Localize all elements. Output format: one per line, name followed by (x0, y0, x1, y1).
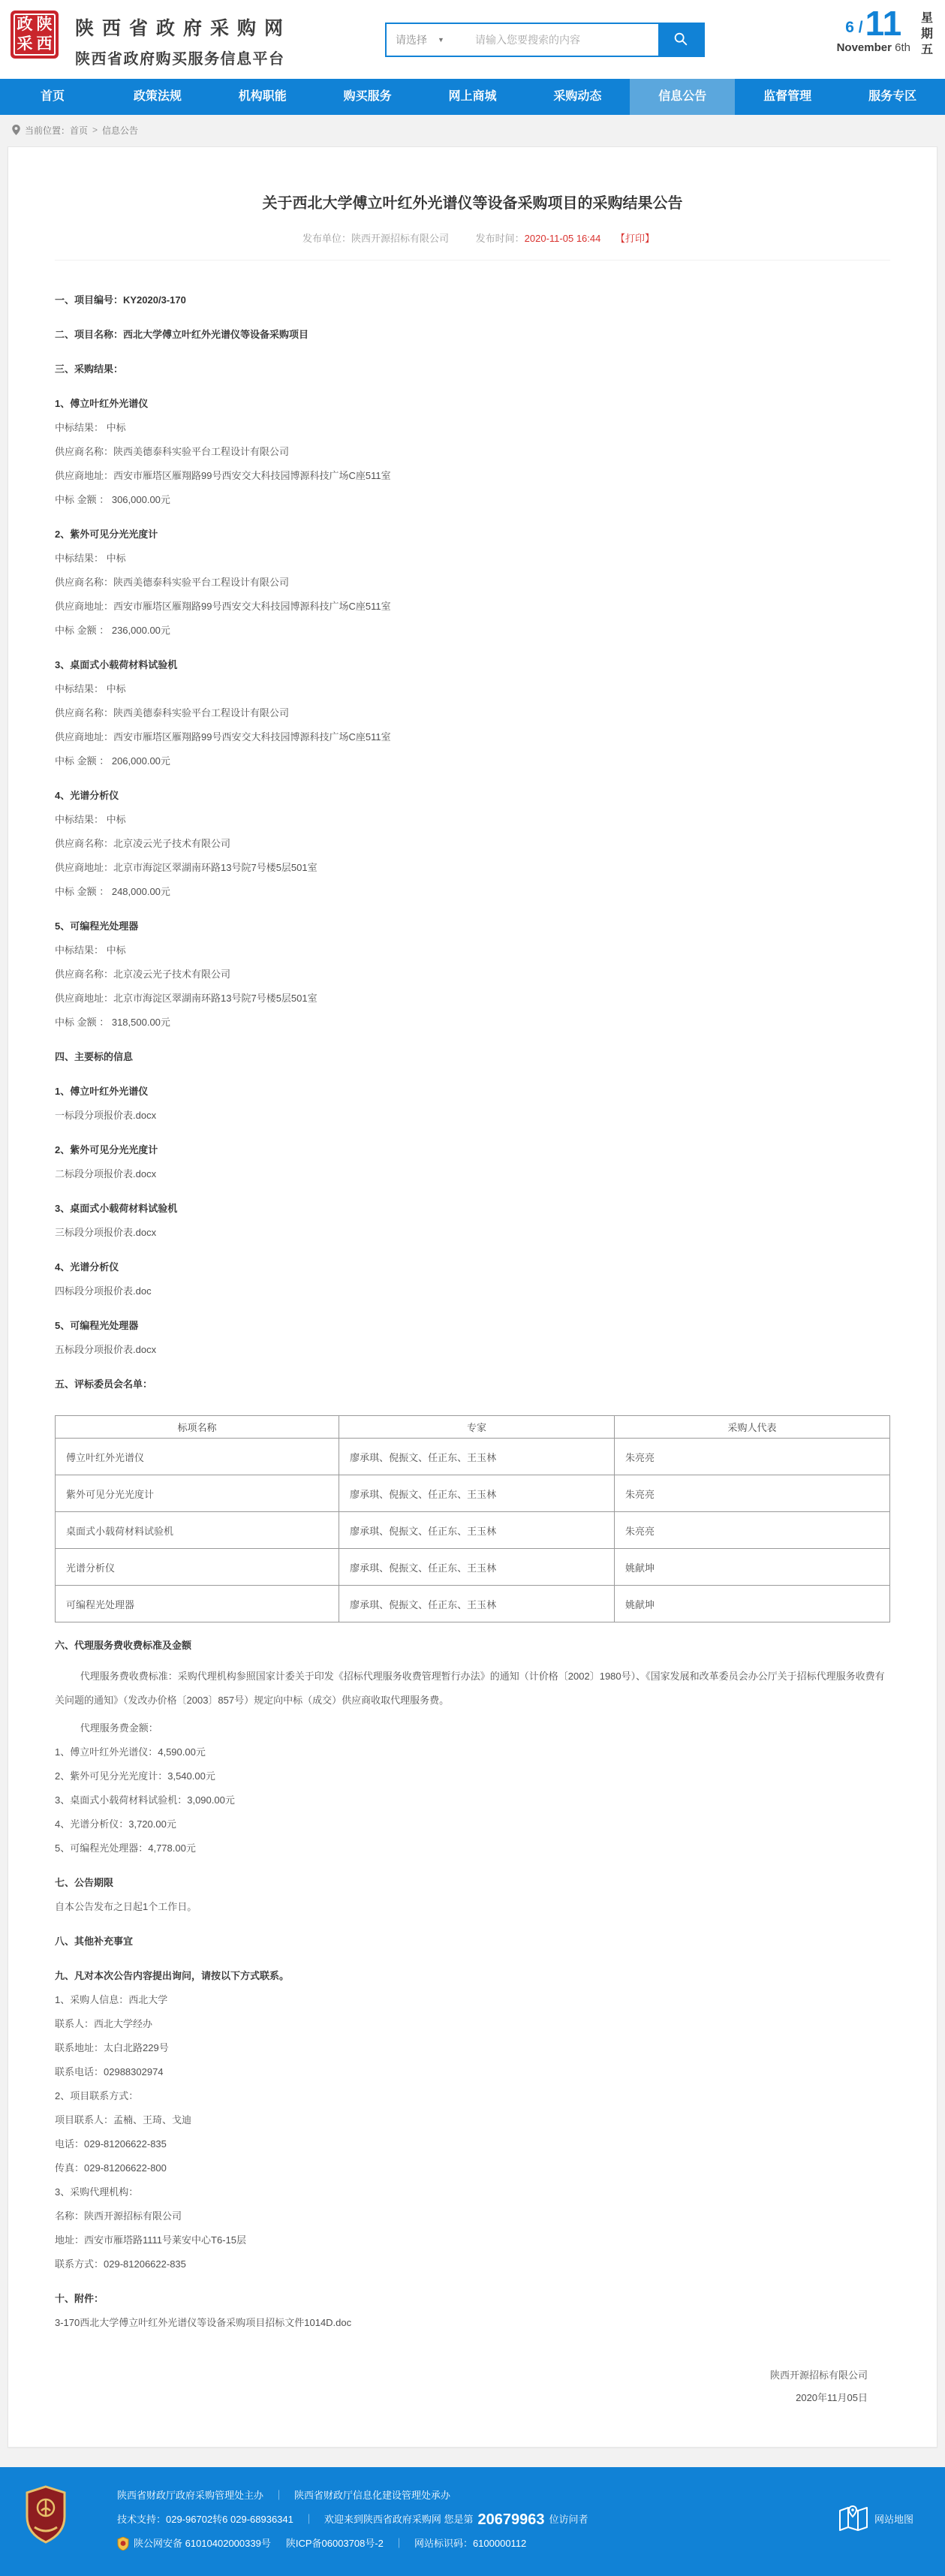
bid-doc-file-link[interactable]: 二标段分项报价表.docx (55, 1168, 157, 1180)
award-amount: 中标 金额 ： 248,000.00元 (55, 886, 170, 897)
nav-item-online-mall[interactable]: 网上商城 (448, 90, 497, 103)
supplier-address: 供应商地址：西安市雁塔区雁翔路99号西安交大科技园博源科技广场C座511室 (55, 731, 391, 743)
section-project-number: 一、项目编号：KY2020/3-170 (55, 294, 186, 306)
sitemap-link[interactable] (838, 2505, 913, 2532)
bid-doc-title: 4、光谱分析仪 (55, 1261, 119, 1273)
site-logo (11, 11, 59, 59)
weekday-char: 五 (920, 44, 933, 56)
print-button[interactable]: 【打印】 (615, 233, 655, 244)
location-pin-icon (12, 125, 20, 135)
logo-char: 政 (17, 16, 33, 33)
table-row (56, 1549, 890, 1586)
table-row (56, 1512, 890, 1549)
bid-doc-title: 1、傅立叶红外光谱仪 (55, 1086, 149, 1097)
supplier-name: 供应商名称：北京凌云光子技术有限公司 (55, 838, 231, 849)
cell-buyer-rep: 姚献坤 (615, 1586, 890, 1622)
brand-block (75, 14, 291, 68)
cell-item-name: 紫外可见分光光度计 (56, 1475, 339, 1512)
bid-doc-file-link[interactable]: 五标段分项报价表.docx (55, 1344, 157, 1355)
contact-line: 1、采购人信息：西北大学 (55, 1994, 168, 2005)
fee-line: 3、桌面式小载荷材料试验机：3,090.00元 (55, 1794, 235, 1806)
breadcrumb-current: 信息公告 (102, 125, 139, 136)
date-day-ordinal: 6th (895, 41, 910, 54)
site-subtitle: 陕西省政府购买服务信息平台 (75, 51, 285, 68)
supplier-name: 供应商名称：北京凌云光子技术有限公司 (55, 969, 231, 980)
table-row (56, 1475, 890, 1512)
nav-item-procurement-news[interactable]: 采购动态 (553, 90, 602, 103)
column-header: 专家 (339, 1416, 615, 1439)
contact-line: 联系方式：029-81206622-835 (55, 2258, 186, 2270)
section-contact-heading: 九、凡对本次公告内容提出询问，请按以下方式联系。 (55, 1970, 290, 1981)
supplier-name: 供应商名称：陕西美德泰科实验平台工程设计有限公司 (55, 577, 290, 588)
contact-line: 传真：029-81206622-800 (55, 2162, 167, 2174)
section-committee-heading: 五、评标委员会名单： (55, 1378, 153, 1390)
search-input[interactable] (471, 24, 658, 56)
contact-line: 联系地址：太白北路229号 (55, 2042, 169, 2053)
supplier-name: 供应商名称：陕西美德泰科实验平台工程设计有限公司 (55, 707, 290, 719)
seal-logo-icon (14, 14, 56, 56)
column-header: 采购人代表 (615, 1416, 890, 1439)
article-meta (55, 230, 890, 261)
table-row (56, 1586, 890, 1622)
signature-block (55, 2364, 890, 2409)
supplier-name: 供应商名称：陕西美德泰科实验平台工程设计有限公司 (55, 446, 290, 457)
section-other-matters-heading: 八、其他补充事宜 (55, 1936, 134, 1947)
date-weekday (921, 8, 933, 58)
award-amount: 中标 金额 ： 206,000.00元 (55, 755, 170, 767)
search-select-value: 请选择 (396, 34, 427, 46)
main-nav (0, 79, 945, 115)
footer-tech-support: 技术支持：029-96702转6 029-68936341 (117, 2514, 293, 2525)
article-content (55, 289, 890, 2409)
cell-experts: 廖承琪、倪振文、任正东、王玉林 (339, 1475, 615, 1512)
bid-doc-title: 3、桌面式小载荷材料试验机 (55, 1203, 178, 1214)
bid-doc-file-link[interactable]: 一标段分项报价表.docx (55, 1110, 157, 1121)
cell-buyer-rep: 姚献坤 (615, 1549, 890, 1586)
table-row (56, 1439, 890, 1475)
breadcrumb-label: 当前位置： (25, 125, 71, 136)
cell-experts: 廖承琪、倪振文、任正东、王玉林 (339, 1512, 615, 1549)
cell-item-name: 桌面式小载荷材料试验机 (56, 1512, 339, 1549)
nav-item-home[interactable]: 首页 (40, 90, 65, 103)
signature-date: 2020年11月05日 (796, 2392, 868, 2403)
cell-item-name: 可编程光处理器 (56, 1586, 339, 1622)
result-item-title: 3、桌面式小载荷材料试验机 (55, 659, 178, 670)
date-month-name: November (836, 41, 892, 54)
search-icon (673, 31, 689, 50)
publish-time-value: 2020-11-05 16:44 (524, 233, 601, 244)
breadcrumb-separator: > (92, 125, 98, 135)
contact-line: 地址：西安市雁塔路1111号莱安中心T6-15层 (55, 2234, 246, 2246)
bid-doc-title: 5、可编程光处理器 (55, 1320, 139, 1331)
cell-item-name: 傅立叶红外光谱仪 (56, 1439, 339, 1475)
contact-line: 2、项目联系方式： (55, 2090, 139, 2101)
column-header: 标项名称 (56, 1416, 339, 1439)
footer-divider: ｜ (393, 2538, 404, 2549)
cell-experts: 廖承琪、倪振文、任正东、王玉林 (339, 1586, 615, 1622)
footer-text-block (0, 2467, 945, 2556)
footer-welcome: 欢迎来到陕西省政府采购网 您是第 (324, 2514, 474, 2525)
signature-company: 陕西开源招标有限公司 (769, 2370, 868, 2381)
supplier-address: 供应商地址：北京市海淀区翠湖南环路13号院7号楼5层501室 (55, 993, 318, 1004)
nav-item-supervision[interactable]: 监督管理 (763, 90, 812, 103)
contact-line: 3、采购代理机构： (55, 2186, 139, 2198)
logo-char: 西 (36, 35, 53, 53)
breadcrumb (0, 115, 945, 145)
site-header (0, 0, 945, 79)
result-item-title: 1、傅立叶红外光谱仪 (55, 398, 149, 409)
search-button[interactable] (658, 24, 703, 56)
page-title: 关于西北大学傅立叶红外光谱仪等设备采购项目的采购结果公告 (262, 195, 683, 212)
fee-line: 1、傅立叶红外光谱仪：4,590.00元 (55, 1746, 206, 1758)
footer-site-code: 网站标识码：6100000112 (414, 2538, 527, 2549)
table-header-row (56, 1416, 890, 1439)
bid-doc-title: 2、紫外可见分光光度计 (55, 1144, 158, 1155)
publish-time-label: 发布时间： (475, 233, 525, 244)
breadcrumb-home-link[interactable]: 首页 (70, 125, 89, 136)
fee-amount-label: 代理服务费金额： (80, 1722, 158, 1734)
award-amount: 中标 金额 ： 318,500.00元 (55, 1017, 170, 1028)
contact-line: 电话：029-81206622-835 (55, 2138, 167, 2150)
nav-item-policies[interactable]: 政策法规 (133, 90, 182, 103)
cell-item-name: 光谱分析仪 (56, 1549, 339, 1586)
supplier-address: 供应商地址：北京市海淀区翠湖南环路13号院7号楼5层501室 (55, 862, 318, 873)
date-month-number: 6 / (845, 19, 863, 36)
section-project-name: 二、项目名称：西北大学傅立叶红外光谱仪等设备采购项目 (55, 329, 309, 340)
publisher-value: 陕西开源招标有限公司 (351, 233, 450, 244)
section-agency-fee-heading: 六、代理服务费收费标准及金额 (55, 1640, 192, 1651)
fee-line: 5、可编程光处理器：4,778.00元 (55, 1842, 196, 1854)
nav-item-service-zone[interactable]: 服务专区 (868, 90, 917, 103)
bid-doc-file-link[interactable]: 三标段分项报价表.docx (55, 1227, 157, 1238)
cell-buyer-rep: 朱亮亮 (615, 1475, 890, 1512)
sitemap-label: 网站地图 (874, 2513, 913, 2525)
award-amount: 中标 金额 ： 306,000.00元 (55, 494, 170, 505)
weekday-char: 期 (920, 28, 933, 41)
result-item-title: 5、可编程光处理器 (55, 920, 139, 932)
committee-table (55, 1415, 890, 1622)
logo-char: 陕 (36, 16, 53, 33)
result-status: 中标结果： 中标 (55, 683, 126, 694)
date-day-number: 11 (865, 4, 902, 43)
cell-buyer-rep: 朱亮亮 (615, 1512, 890, 1549)
search-category-select[interactable] (387, 24, 471, 56)
cell-experts: 廖承琪、倪振文、任正东、王玉林 (339, 1439, 615, 1475)
result-status: 中标结果： 中标 (55, 814, 126, 825)
attachment-file-link[interactable]: 3-170西北大学傅立叶红外光谱仪等设备采购项目招标文件1014D.doc (55, 2317, 352, 2328)
fee-line: 2、紫外可见分光光度计：3,540.00元 (55, 1770, 215, 1782)
supplier-address: 供应商地址：西安市雁塔区雁翔路99号西安交大科技园博源科技广场C座511室 (55, 601, 391, 612)
chevron-down-icon: ▼ (438, 36, 444, 44)
cell-buyer-rep: 朱亮亮 (615, 1439, 890, 1475)
footer-welcome-suffix: 位访问者 (549, 2514, 588, 2525)
result-status: 中标结果： 中标 (55, 422, 126, 433)
section-results-heading: 三、采购结果： (55, 363, 124, 375)
weekday-char: 星 (920, 12, 933, 25)
sitemap-icon (838, 2505, 868, 2532)
contact-line: 项目联系人：孟楠、王琦、戈迪 (55, 2114, 192, 2126)
government-emblem-icon (24, 2485, 68, 2547)
nav-item-functions[interactable]: 机构职能 (238, 90, 287, 103)
logo-char: 采 (17, 35, 33, 53)
fee-standard-text: 代理服务费收费标准：采购代理机构参照国家计委关于印发《招标代理服务收费管理暂行办法》的通知（计价格〔2002〕1980号）、《国家发展和改革委员会办公厅关于招标代理服务收费有关问题的通知》（发改办价格〔2003〕857号）规定向中标（成交）供应商收取代理服务费。 (55, 1671, 885, 1706)
contact-line: 名称：陕西开源招标有限公司 (55, 2210, 182, 2222)
site-title: 陕西省政府采购网 (75, 18, 292, 39)
announcement-period-text: 自本公告发布之日起1个工作日。 (55, 1901, 197, 1912)
contact-line: 联系人：西北大学经办 (55, 2018, 153, 2029)
contact-line: 联系电话：02988302974 (55, 2066, 164, 2077)
site-footer (0, 2467, 945, 2576)
section-bid-info-heading: 四、主要标的信息 (55, 1051, 134, 1062)
nav-item-purchase-service[interactable]: 购买服务 (343, 90, 392, 103)
result-item-title: 2、紫外可见分光光度计 (55, 529, 158, 540)
footer-police-record: 陕公网安备 61010402000339号 (134, 2538, 271, 2549)
search-bar (385, 23, 705, 57)
date-widget (836, 4, 933, 58)
police-badge-icon (117, 2537, 129, 2550)
result-status: 中标结果： 中标 (55, 553, 126, 564)
section-announcement-period-heading: 七、公告期限 (55, 1877, 114, 1888)
publisher-label: 发布单位： (302, 233, 352, 244)
footer-icp-record: 陕ICP备06003708号-2 (285, 2538, 384, 2549)
visitor-count: 20679963 (477, 2511, 545, 2528)
footer-organizer: 陕西省财政厅信息化建设管理处承办 (294, 2490, 451, 2501)
footer-host: 陕西省财政厅政府采购管理处主办 (117, 2490, 264, 2501)
footer-divider: ｜ (303, 2514, 314, 2525)
announcement-card (8, 146, 937, 2448)
bid-doc-file-link[interactable]: 四标段分项报价表.doc (55, 1285, 152, 1297)
supplier-address: 供应商地址：西安市雁塔区雁翔路99号西安交大科技园博源科技广场C座511室 (55, 470, 391, 481)
footer-divider: ｜ (274, 2490, 284, 2501)
award-amount: 中标 金额 ： 236,000.00元 (55, 625, 170, 636)
nav-item-announcements[interactable]: 信息公告 (630, 79, 735, 115)
section-attachment-heading: 十、附件： (55, 2293, 104, 2304)
result-item-title: 4、光谱分析仪 (55, 790, 119, 801)
cell-experts: 廖承琪、倪振文、任正东、王玉林 (339, 1549, 615, 1586)
fee-line: 4、光谱分析仪：3,720.00元 (55, 1818, 176, 1830)
result-status: 中标结果： 中标 (55, 945, 126, 956)
